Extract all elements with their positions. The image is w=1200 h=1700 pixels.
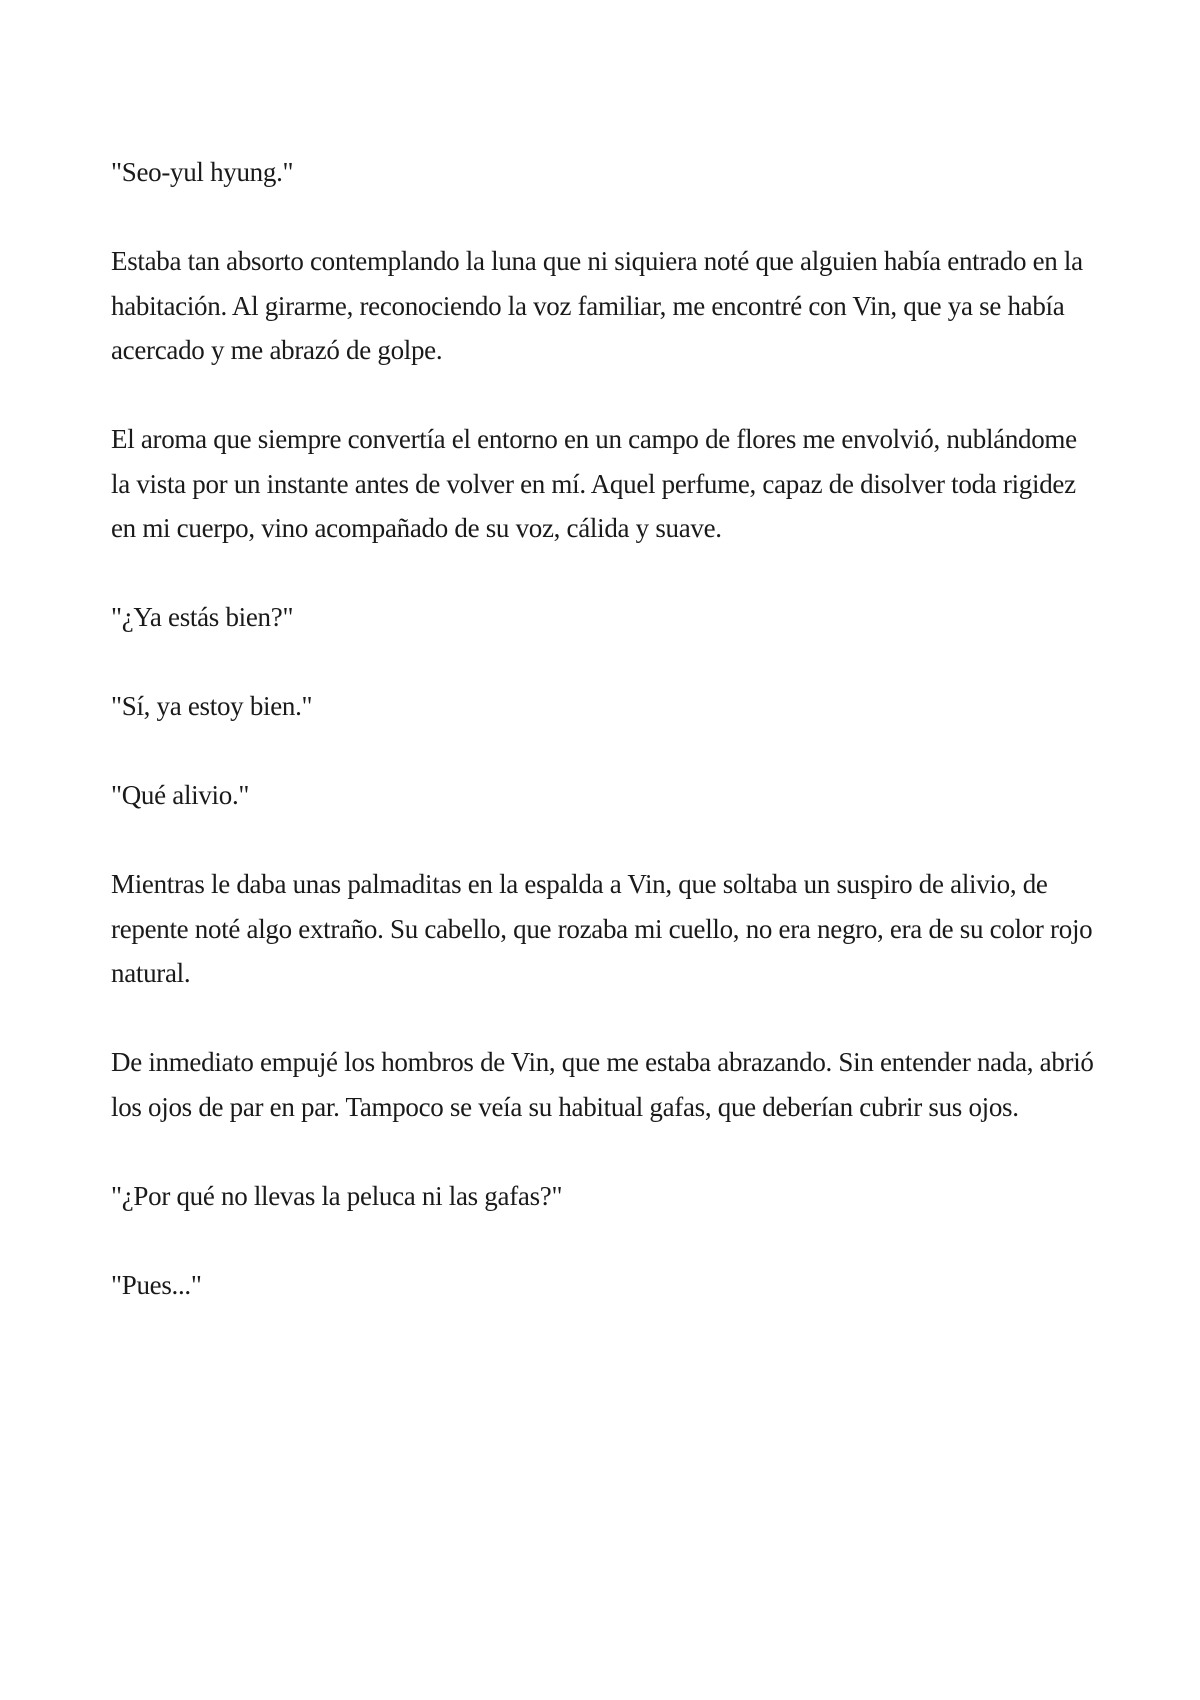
document-page [111, 150, 1101, 1352]
dialogue-line: "Pues..." [111, 1269, 202, 1300]
narrative-paragraph: Mientras le daba unas palmaditas en la espalda a Vin, que soltaba un suspiro de alivio, de repente noté algo extraño. Su cabello, que rozaba mi cuello, no era negro, era de su color rojo natural. [111, 869, 1093, 988]
dialogue-line: "¿Por qué no llevas la peluca ni las gafas?" [111, 1180, 563, 1211]
narrative-paragraph: Estaba tan absorto contemplando la luna que ni siquiera noté que alguien había entrado en la habitación. Al girarme, reconociendo la voz familiar, me encontré con Vin, que ya se había acercado y me abrazó de golpe. [111, 246, 1083, 365]
dialogue-line: "Qué alivio." [111, 780, 250, 810]
narrative-paragraph: De inmediato empujé los hombros de Vin, que me estaba abrazando. Sin entender nada, abrió los ojos de par en par. Tampoco se veía su habitual gafas, que deberían cubrir sus ojos. [111, 1047, 1094, 1122]
narrative-paragraph: El aroma que siempre convertía el entorno en un campo de flores me envolvió, nublándome la vista por un instante antes de volver en mí. Aquel perfume, capaz de disolver toda rigidez en mi cuerpo, vino acompañado de su voz, cálida y suave. [111, 424, 1077, 543]
dialogue-line: "¿Ya estás bien?" [111, 602, 294, 632]
dialogue-line: "Sí, ya estoy bien." [111, 691, 313, 721]
dialogue-line: "Seo-yul hyung." [111, 157, 294, 187]
